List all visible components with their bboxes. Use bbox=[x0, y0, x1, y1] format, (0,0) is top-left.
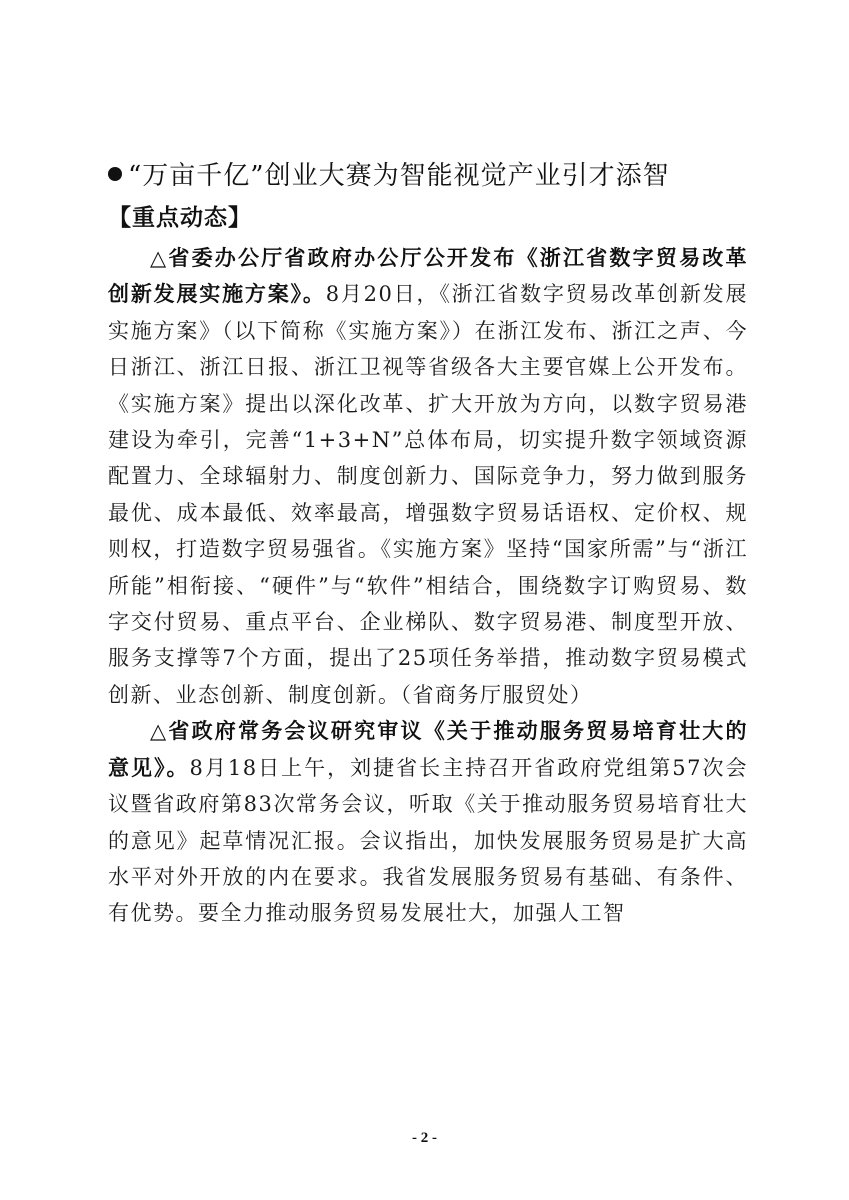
paragraph-lead: △省政府常务会议研究审议《关于推动服务贸易培育壮大的意见》。 bbox=[108, 718, 748, 780]
news-paragraph bbox=[108, 713, 748, 931]
bullet-dot-icon bbox=[108, 167, 122, 181]
paragraph-body: 8月20日，《浙江省数字贸易改革创新发展实施方案》（以下简称《实施方案》）在浙江发布、浙江之声、今日浙江、浙江日报、浙江卫视等省级各大主要官媒上公开发布。《实施方案》提出以深化改革、扩大开放为方向，以数字贸易港建设为牵引，完善“1+3+N”总体布局，切实提升数字领域资源配置力、全球辐射力、制度创新力、国际竞争力，努力做到服务最优、成本最低、效率最高，增强数字贸易话语权、定价权、规则权，打造数字贸易强省。《实施方案》坚持“国家所需”与“浙江所能”相衔接、“硬件”与“软件”相结合，围绕数字订购贸易、数字交付贸易、重点平台、企业梯队、数字贸易港、制度型开放、服务支撑等7个方面，提出了25项任务举措，推动数字贸易模式创新、业态创新、制度创新。（省商务厅服贸处） bbox=[108, 282, 748, 707]
bullet-list-item bbox=[108, 156, 748, 196]
paragraph-body: 8月18日上午，刘捷省长主持召开省政府党组第57次会议暨省政府第83次常务会议，听取《关于推动服务贸易培育壮大的意见》起草情况汇报。会议指出，加快发展服务贸易是扩大高水平对外开放的内在要求。我省发展服务贸易有基础、有条件、有优势。要全力推动服务贸易发展壮大，加强人工智 bbox=[108, 755, 748, 926]
page-number: - 2 - bbox=[412, 1130, 437, 1146]
bullet-item-text: “万亩千亿”创业大赛为智能视觉产业引才添智 bbox=[128, 161, 670, 191]
paragraph-lead: △省委办公厅省政府办公厅公开发布《浙江省数字贸易改革创新发展实施方案》。 bbox=[108, 245, 748, 307]
document-body bbox=[108, 156, 748, 932]
news-paragraph bbox=[108, 240, 748, 713]
section-heading: 【重点动态】 bbox=[108, 204, 252, 231]
